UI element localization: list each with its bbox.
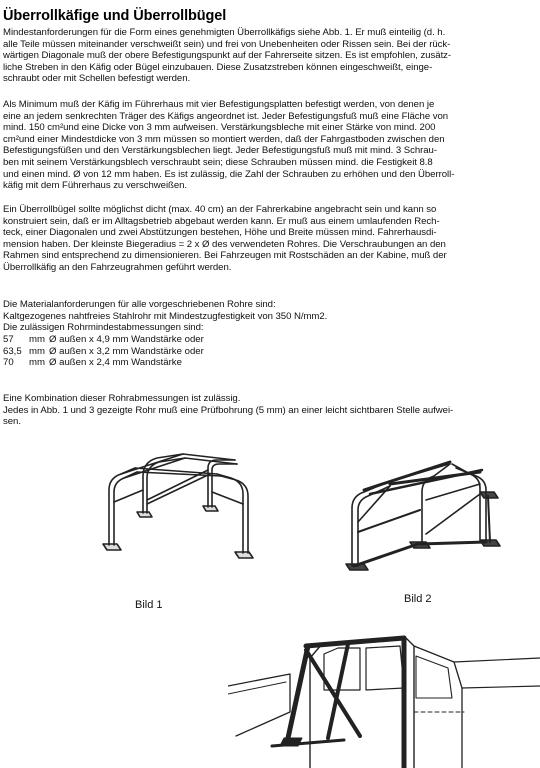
text-line: käfig mit dem Führerhaus zu verschweißen. [3, 180, 188, 192]
table-cell: mm [29, 345, 45, 357]
text-line: Ein Überrollbügel sollte möglichst dicht (max. 40 cm) an der Fahrerkabine angebracht sein und kann so [3, 204, 437, 215]
text-line: alle Teile müssen miteinander verschweißt sein) und frei von Unebenheiten oder Rissen sein. Bei der rück- [3, 38, 451, 50]
text-line: Eine Kombination dieser Rohrabmessungen ist zulässig. [3, 393, 241, 404]
paragraph-roll-bar [3, 204, 533, 274]
table-cell: Ø außen x 2,4 mm Wandstärke [49, 357, 182, 369]
text-line: ben mit seinem Verstärkungsblech verschraubt sein; diese Schrauben müssen mind. die Festigkeit 8.8 [3, 156, 433, 168]
truck-cab-roll-bar-figure [228, 628, 540, 768]
text-line: liche Streben in den Käfig oder Bügel einzubauen. Diese Zusatzstreben können eingeschweißt, einge- [3, 61, 433, 73]
roll-cage-figure-1 [95, 440, 265, 580]
text-line: wärtigen Diagonale muß der obere Befestigungspunkt auf der Fahrerseite sitzen. Es ist empfohlen, zusätz- [3, 50, 452, 62]
table-row [3, 357, 204, 369]
text-line: sen. [3, 416, 21, 428]
table-cell: mm [29, 357, 45, 369]
paragraph-closing [3, 393, 533, 428]
table-cell: Ø außen x 3,2 mm Wandstärke oder [49, 345, 204, 357]
tube-dimensions-table [3, 334, 204, 369]
text-line: mension haben. Der kleinste Biegeradius = 2 x Ø des verwendeten Rohres. Die Verschraubungen an den [3, 238, 446, 250]
roll-cage-figure-2 [330, 452, 520, 592]
text-line: Die zulässigen Rohrmindestabmessungen sind: [3, 322, 204, 334]
text-line: eine an jedem senkrechten Träger des Käfigs angeordnet ist. Jeder Befestigungsfuß muß eine Fläche von [3, 110, 449, 122]
table-cell: 70 [3, 357, 14, 369]
table-cell: Ø außen x 4,9 mm Wandstärke oder [49, 334, 204, 345]
text-line: Mindestanforderungen für die Form eines genehmigten Überrollkäfigs siehe Abb. 1. Er muß einteilig (d. h. [3, 27, 446, 38]
text-line: Als Minimum muß der Käfig im Führerhaus mit vier Befestigungsplatten befestigt werden, von denen je [3, 99, 435, 110]
text-line: cm²und einer Mindestdicke von 3 mm müssen so montiert werden, daß der Fahrgastboden zwischen den [3, 133, 445, 145]
text-line: schraubt oder mit Schellen befestigt werden. [3, 73, 191, 85]
text-line: Die Materialanforderungen für alle vorgeschriebenen Rohre sind: [3, 299, 276, 310]
paragraph-form-requirements [3, 27, 533, 85]
text-line: Kaltgezogenes nahtfreies Stahlrohr mit Mindestzugfestigkeit von 350 N/mm2. [3, 310, 328, 322]
table-cell: 63,5 [3, 345, 22, 357]
table-cell: mm [29, 334, 45, 345]
paragraph-material-requirements [3, 299, 533, 334]
table-row [3, 346, 204, 358]
page-title: Überrollkäfige und Überrollbügel [3, 8, 227, 24]
text-line: Rahmen sind entsprechend zu dimensionieren. Bei Fahrzeugen mit Rostschäden an der Kabine, muß der [3, 250, 447, 262]
text-line: Überrollkäfig an den Fahrzeugrahmen geführt werden. [3, 261, 232, 273]
text-line: konstruiert sein, daß er im Alltagsbetrieb abgebaut werden kann. Er muß aus einem umlaufenden Rech- [3, 215, 440, 227]
paragraph-mounting-plates [3, 99, 533, 192]
text-line: und einen mind. Ø von 12 mm haben. Es ist zulässig, die Zahl der Schrauben zu erhöhen und den Überroll- [3, 168, 455, 180]
text-line: Jedes in Abb. 1 und 3 gezeigte Rohr muß eine Prüfbohrung (5 mm) an einer leicht sichtbaren Stelle aufwei- [3, 404, 454, 416]
text-line: Befestigungsfüßen und den Verstärkungsblechen liegt. Jeder Befestigungsfuß muß mit mind. 3 Schrau- [3, 145, 437, 157]
table-row [3, 334, 204, 346]
text-line: teck, einer Diagonalen und zwei Abstützungen bestehen, Höhe und Breite müssen mind. Fahrerhausdi- [3, 227, 437, 239]
text-line: mind. 150 cm²und eine Dicke von 3 mm aufweisen. Verstärkungsbleche mit einer Stärke von mind. 200 [3, 122, 436, 134]
table-cell: 57 [3, 334, 14, 345]
figure-2-caption: Bild 2 [404, 593, 432, 605]
figure-1-caption: Bild 1 [135, 599, 163, 611]
